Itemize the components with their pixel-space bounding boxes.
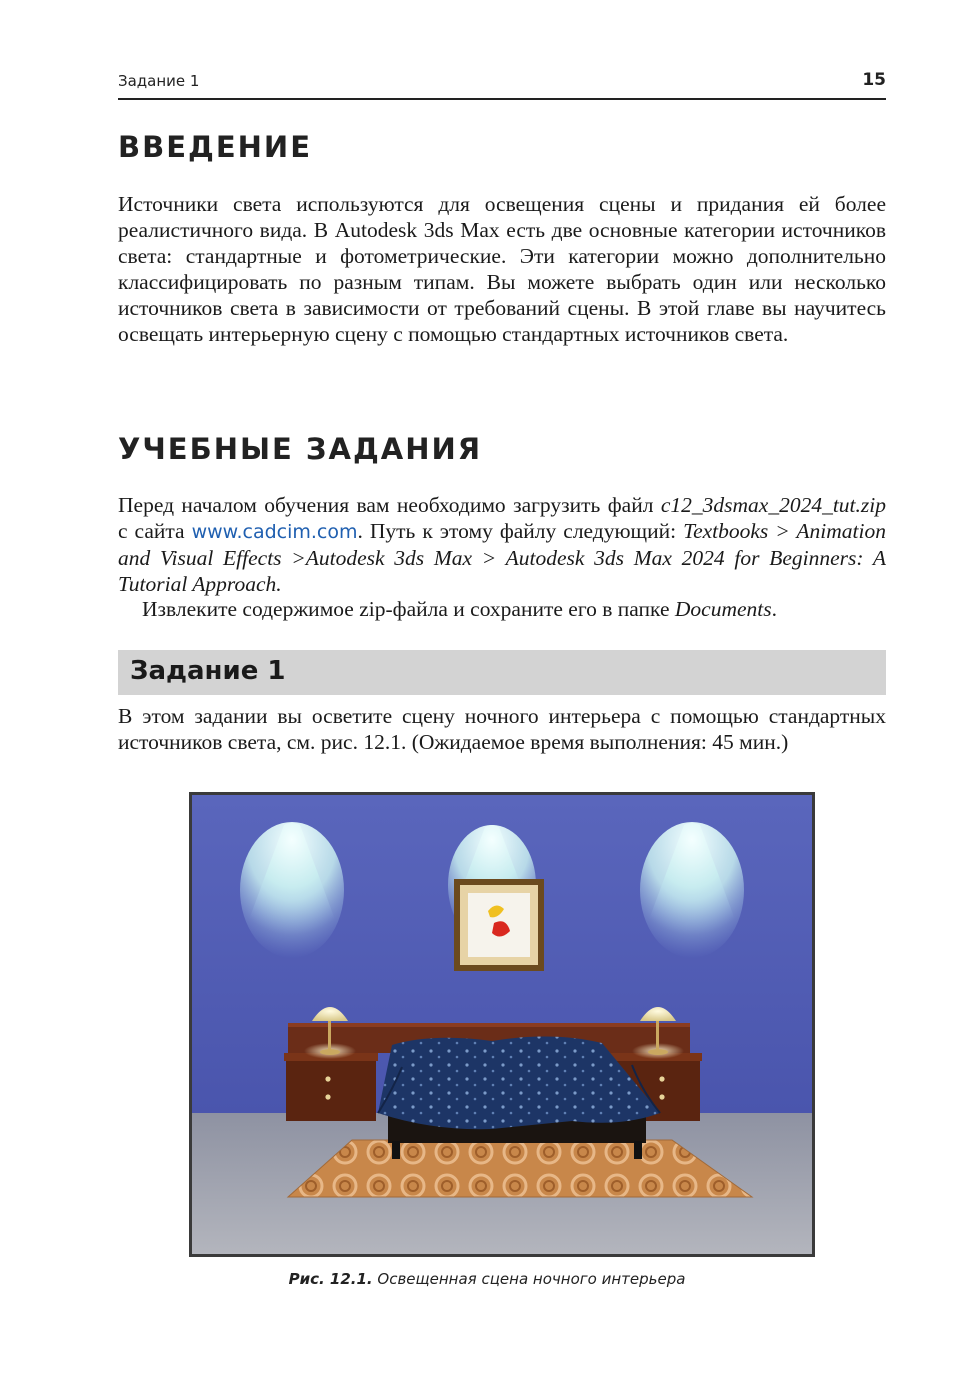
figure-night-interior [189,792,815,1257]
wall-picture-icon [454,879,544,971]
extract-text-1: Извлеките содержимое zip-файла и сохраните его в папке [142,597,675,621]
header-section-title: Задание 1 [118,72,200,90]
running-header [118,70,886,100]
night-interior-render [192,795,812,1254]
task-heading-bar [118,650,886,695]
task-title: Задание 1 [130,656,286,686]
zip-file-name: c12_3dsmax_2024_tut.zip [660,493,886,517]
documents-folder: Documents [674,597,772,621]
tutorials-heading: УЧЕБНЫЕ ЗАДАНИЯ [118,432,483,466]
file-path: Textbooks > Animation and Visual Effects >Autodesk 3ds Max > Autodesk 3ds Max 2024 for Beginners: A Tutorial Approach. [118,519,886,596]
rug-icon [288,1140,752,1197]
figure-caption [0,1270,974,1288]
caption-text: Освещенная сцена ночного интерьера [372,1270,686,1288]
download-paragraph [118,492,886,597]
extract-text-2: . [771,597,777,621]
caption-label: Рис. 12.1. [288,1270,373,1288]
task-paragraph: В этом задании вы осветите сцену ночного интерьера с помощью стандартных источников света, см. рис. 12.1. (Ожидаемое время выполнения: 45 мин.) [118,704,886,754]
download-text-3: . Путь к этому файлу следующий: [357,519,684,543]
nightstand-left-icon [284,1053,378,1121]
cadcim-link[interactable]: www.cadcim.com [191,521,358,543]
intro-heading: ВВЕДЕНИЕ [118,130,313,164]
extract-paragraph [118,596,886,622]
page-number: 15 [862,70,886,90]
intro-paragraph: Источники света используются для освещения сцены и придания ей более реалистичного вида. В Autodesk 3ds Max есть две основные категории источников света: стандартные и фотометрические. Эти категории можно дополнительно классифицировать по разным типам. Вы можете выбрать один или несколько источников света в зависимости от требований сцены. В этой главе вы научитесь освещать интерьерную сцену с помощью стандартных источников света. [118,192,886,346]
download-text-2: с сайта [118,519,192,543]
download-text-1: Перед началом обучения вам необходимо загрузить файл [118,493,661,517]
